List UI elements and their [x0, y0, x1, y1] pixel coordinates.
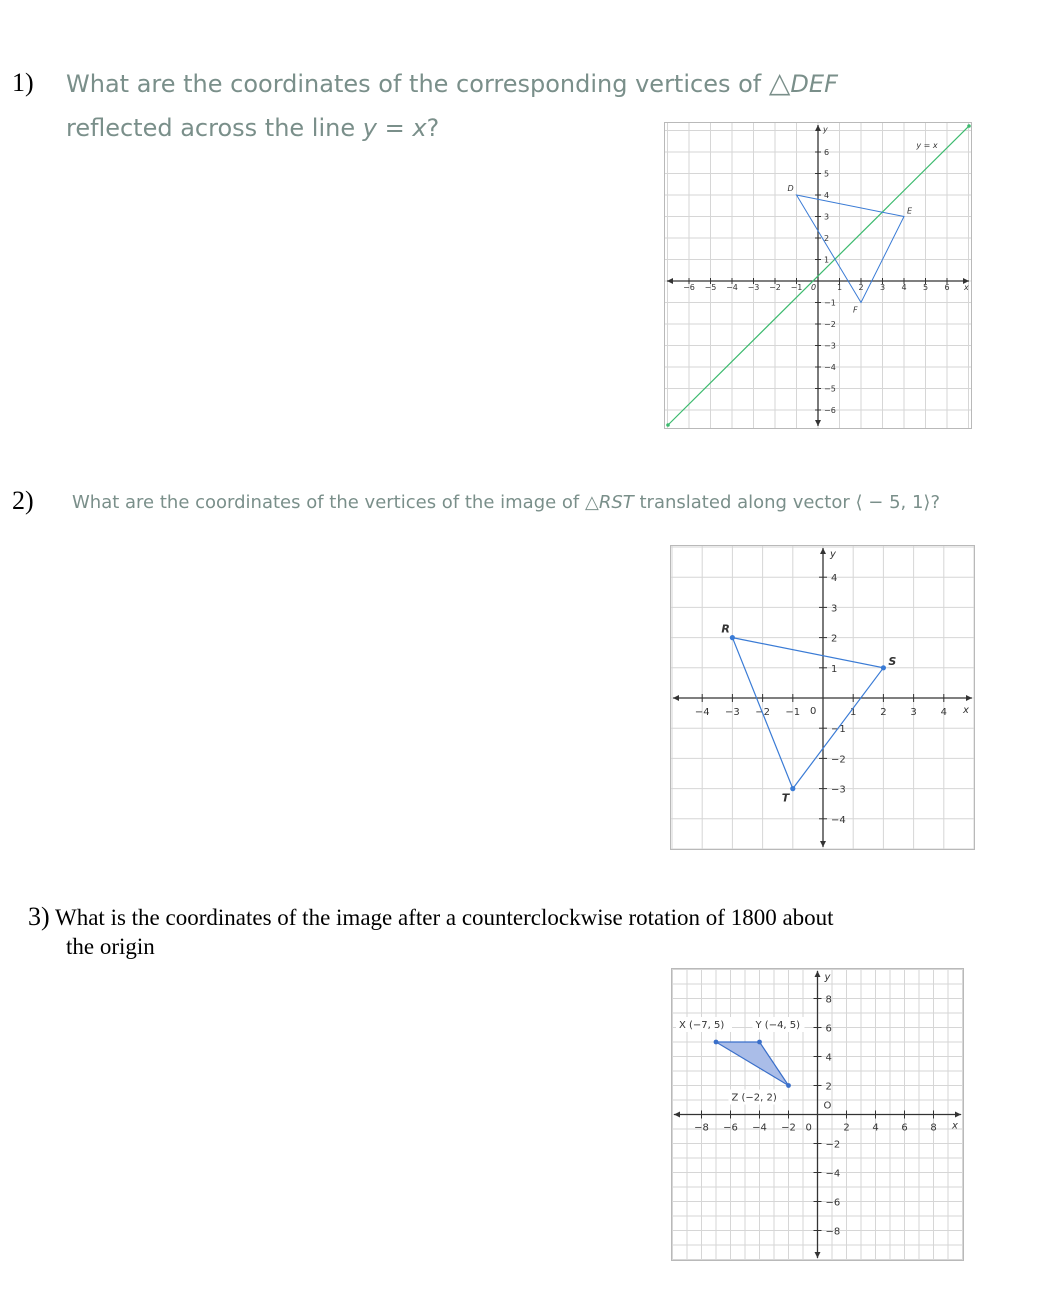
y-axis-label: y: [824, 972, 831, 983]
y-tick-label: 8: [825, 994, 832, 1006]
y-tick-label: −4: [824, 363, 836, 372]
x-tick-label: 3: [910, 707, 917, 718]
x-axis-arrow-right: [966, 695, 972, 701]
y-axis-arrow-down: [820, 841, 826, 847]
x-tick-label: −2: [781, 1122, 796, 1134]
vertex-point: [786, 1083, 791, 1088]
question-1-line2-prefix: reflected across the line: [66, 114, 363, 142]
y-axis-label: y: [823, 125, 828, 134]
x-tick-label: 8: [930, 1122, 937, 1134]
y-tick-label: −1: [824, 298, 836, 308]
y-axis-arrow-down: [815, 420, 821, 426]
equation-eq: =: [376, 114, 413, 142]
vertex-label: Y (−4, 5): [755, 1020, 801, 1031]
question-1-text-line1: [66, 66, 838, 99]
y-tick-label: −2: [824, 320, 836, 329]
y-tick-label: 4: [825, 1052, 832, 1064]
x-tick-label: −1: [785, 707, 801, 718]
graph-1: [664, 122, 972, 429]
vertex-label: Z (−2, 2): [731, 1092, 777, 1104]
vertex-point-r: [730, 635, 735, 640]
equation-rhs: x: [412, 114, 427, 142]
x-tick-label: −2: [755, 707, 770, 718]
vector: ⟨ − 5, 1⟩: [855, 492, 931, 513]
question-2-suffix: ?: [930, 492, 940, 513]
x-axis-arrow-right: [955, 1112, 961, 1118]
y-tick-label: −6: [824, 406, 836, 415]
equation-lhs: y: [362, 114, 377, 142]
y-tick-label: −5: [824, 384, 836, 394]
x-tick-label: −5: [704, 283, 717, 292]
y-tick-label: −1: [831, 724, 846, 736]
vertex-label: X (−7, 5): [679, 1020, 725, 1031]
triangle-name: DEF: [790, 70, 838, 98]
x-tick-label: −6: [723, 1122, 738, 1134]
vertex-label-f: F: [853, 305, 858, 315]
question-3-number: 3): [28, 902, 50, 931]
y-tick-label: 1: [824, 255, 830, 265]
triangle-name: RST: [598, 492, 634, 513]
line-endpoint: [967, 124, 971, 128]
x-tick-label: 4: [901, 283, 907, 292]
line-label: y = x: [916, 141, 938, 150]
question-2-number: 2): [12, 486, 34, 515]
origin-label: 0: [811, 283, 817, 292]
y-tick-label: 6: [824, 148, 830, 157]
y-tick-label: 3: [831, 603, 838, 615]
x-axis-label: x: [963, 705, 969, 716]
x-tick-label: 2: [858, 283, 864, 292]
vertex-label-s: S: [888, 654, 897, 668]
y-tick-label: 3: [824, 212, 830, 222]
x-tick-label: −4: [694, 707, 710, 718]
y-tick-label: −4: [825, 1168, 841, 1180]
y-axis-arrow-down: [815, 1252, 821, 1258]
x-tick-label: 5: [922, 283, 929, 292]
x-tick-label: −4: [726, 283, 738, 292]
y-tick-label: −2: [825, 1139, 841, 1151]
vertex-label-d: D: [787, 184, 794, 193]
line-endpoint: [666, 423, 670, 427]
y-tick-label: −3: [831, 784, 846, 796]
x-tick-label: 3: [879, 283, 886, 292]
y-tick-label: 4: [831, 573, 838, 585]
x-tick-label: 1: [836, 283, 843, 292]
vertex-point-t: [790, 786, 795, 791]
x-tick-label: 2: [880, 707, 887, 718]
y-axis-arrow-up: [815, 971, 821, 977]
vertex-label-e: E: [907, 206, 913, 216]
x-tick-label: 2: [843, 1122, 850, 1134]
vertex-point: [757, 1040, 762, 1045]
origin-label: 0: [805, 1122, 812, 1134]
triangle-xyz: [716, 1042, 789, 1086]
question-2-prefix: What are the coordinates of the vertices of the image of: [72, 492, 585, 513]
question-1-text-line2: [66, 114, 439, 142]
graph-1-svg: [665, 123, 971, 428]
question-1-prefix: What are the coordinates of the corresponding vertices of: [66, 70, 769, 98]
x-axis-label: x: [952, 1120, 958, 1132]
y-tick-label: −8: [825, 1226, 841, 1238]
x-tick-label: −2: [769, 283, 781, 292]
vertex-label-t: T: [781, 791, 790, 805]
x-tick-label: 6: [944, 283, 950, 292]
graph-2: [670, 545, 975, 850]
x-tick-label: 4: [872, 1122, 879, 1134]
origin-label-alt: O: [823, 1100, 832, 1112]
y-tick-label: 4: [824, 191, 830, 200]
y-axis-label: y: [830, 549, 836, 560]
x-tick-label: −8: [694, 1122, 709, 1134]
x-tick-label: 6: [901, 1122, 908, 1134]
y-tick-label: −4: [831, 814, 846, 826]
vertex-point: [714, 1040, 719, 1045]
graph-2-svg: [671, 546, 974, 849]
y-axis-arrow-up: [815, 125, 821, 131]
x-tick-label: 1: [850, 707, 857, 718]
x-tick-label: −1: [790, 283, 803, 292]
x-tick-label: −6: [683, 283, 695, 292]
y-tick-label: 2: [825, 1081, 832, 1093]
x-tick-label: −3: [725, 707, 740, 718]
triangle-symbol: △: [768, 66, 791, 99]
question-1-number: 1): [12, 68, 34, 97]
x-axis-label: x: [964, 283, 969, 292]
vertex-label-r: R: [721, 622, 730, 636]
question-3-text: [28, 902, 834, 961]
y-tick-label: 5: [824, 169, 830, 179]
question-3-line2: the origin: [66, 934, 155, 959]
vertex-point-s: [881, 665, 886, 670]
y-tick-label: −2: [831, 754, 846, 766]
y-tick-label: 6: [825, 1023, 832, 1035]
y-tick-label: −3: [824, 341, 836, 351]
x-tick-label: −3: [747, 283, 760, 292]
y-tick-label: 1: [831, 663, 838, 675]
x-axis-arrow-left: [674, 1112, 680, 1118]
question-2-mid: translated along vector: [633, 492, 856, 513]
x-tick-label: 4: [940, 707, 947, 718]
origin-label: 0: [810, 706, 817, 717]
y-tick-label: 2: [824, 234, 830, 243]
graph-3-svg: [672, 969, 963, 1260]
graph-3: [671, 968, 964, 1261]
triangle-symbol: △: [585, 492, 599, 513]
y-axis-arrow-up: [820, 548, 826, 554]
question-3-line1: What is the coordinates of the image after a counterclockwise rotation of 1800 about: [55, 905, 834, 930]
y-tick-label: 2: [831, 633, 838, 645]
x-tick-label: −4: [752, 1122, 767, 1134]
y-tick-label: −6: [825, 1197, 841, 1209]
x-axis-arrow-left: [673, 695, 679, 701]
question-1-suffix: ?: [426, 114, 440, 142]
question-2-text: [72, 492, 940, 513]
